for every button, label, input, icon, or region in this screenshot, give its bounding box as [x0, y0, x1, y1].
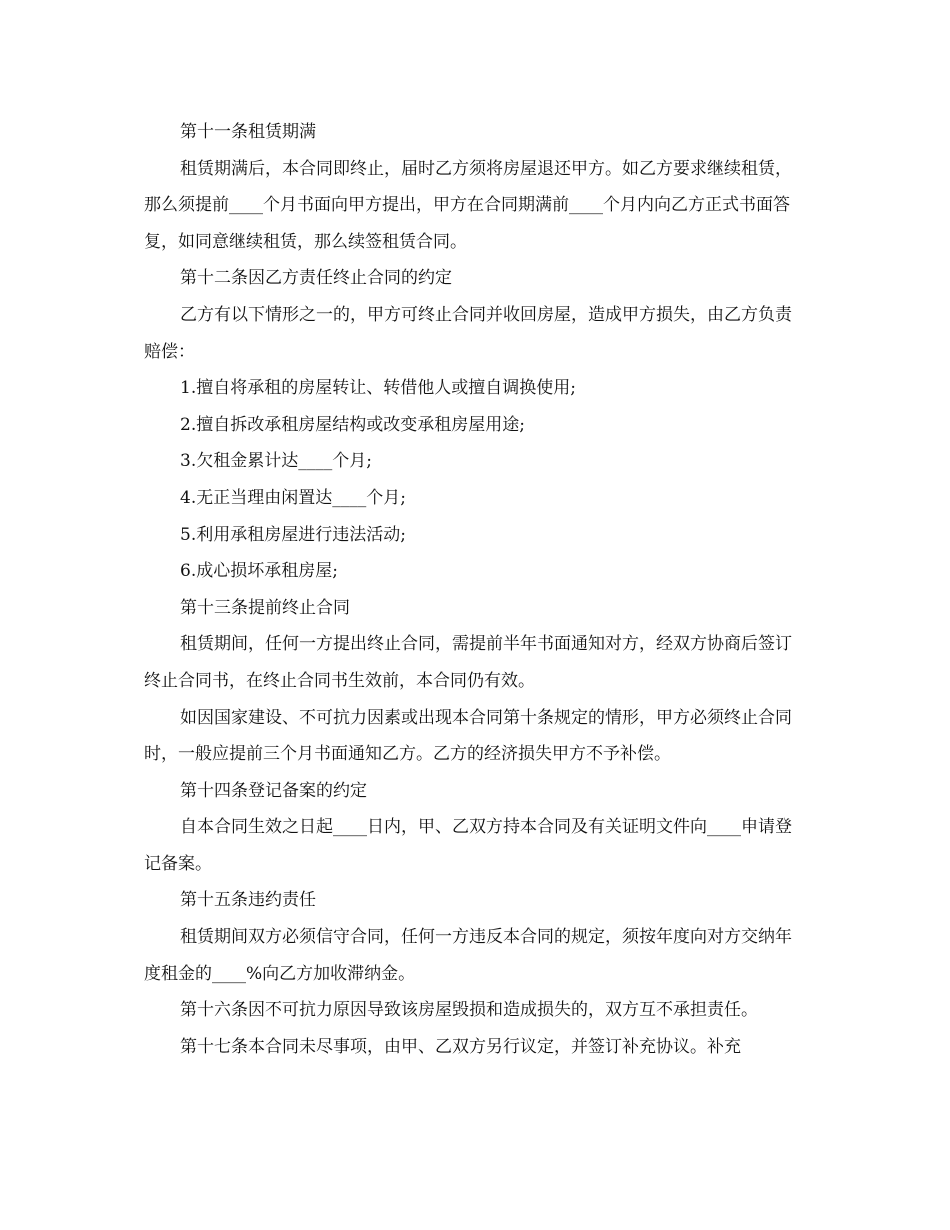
document-body — [144, 114, 804, 1065]
list-item-4: 4.无正当理由闲置达____个月; — [180, 487, 406, 508]
paragraph-registration: 自本合同生效之日起____日内，甲、乙双方持本合同及有关证明文件向____申请登记备案。 — [144, 817, 792, 874]
paragraph-termination-conditions: 乙方有以下情形之一的，甲方可终止合同并收回房屋，造成甲方损失，由乙方负责赔偿： — [144, 304, 792, 362]
list-item-5: 5.利用承租房屋进行违法活动; — [180, 524, 406, 545]
paragraph-article-16: 第十六条因不可抗力原因导致该房屋毁损和造成损失的，双方互不承担责任。 — [180, 1000, 758, 1021]
heading-article-12: 第十二条因乙方责任终止合同的约定 — [180, 268, 452, 289]
list-item-2: 2.擅自拆改承租房屋结构或改变承租房屋用途; — [180, 414, 525, 435]
heading-article-14: 第十四条登记备案的约定 — [180, 780, 367, 801]
list-item-1: 1.擅自将承租的房屋转让、转借他人或擅自调换使用; — [180, 378, 576, 399]
heading-article-15: 第十五条违约责任 — [180, 890, 316, 911]
list-item-6: 6.成心损坏承租房屋; — [180, 561, 338, 582]
heading-article-13: 第十三条提前终止合同 — [180, 597, 350, 618]
paragraph-article-17: 第十七条本合同未尽事项，由甲、乙双方另行议定，并签订补充协议。补充 — [180, 1036, 741, 1057]
paragraph-force-majeure: 如因国家建设、不可抗力因素或出现本合同第十条规定的情形，甲方必须终止合同时，一般应提前三个月书面通知乙方。乙方的经济损失甲方不予补偿。 — [144, 707, 792, 765]
paragraph-early-termination: 租赁期间，任何一方提出终止合同，需提前半年书面通知对方，经双方协商后签订终止合同书，在终止合同书生效前，本合同仍有效。 — [144, 634, 792, 691]
paragraph-lease-expiry: 租赁期满后，本合同即终止，届时乙方须将房屋退还甲方。如乙方要求继续租赁，那么须提前____个月书面向甲方提出，甲方在合同期满前____个月内向乙方正式书面答复，如同意继续租赁，那么续签租赁合同。 — [144, 158, 792, 252]
heading-article-11: 第十一条租赁期满 — [180, 122, 316, 142]
list-item-3: 3.欠租金累计达____个月; — [180, 451, 372, 472]
paragraph-breach-liability: 租赁期间双方必须信守合同，任何一方违反本合同的规定，须按年度向对方交纳年度租金的____%向乙方加收滞纳金。 — [144, 927, 792, 984]
